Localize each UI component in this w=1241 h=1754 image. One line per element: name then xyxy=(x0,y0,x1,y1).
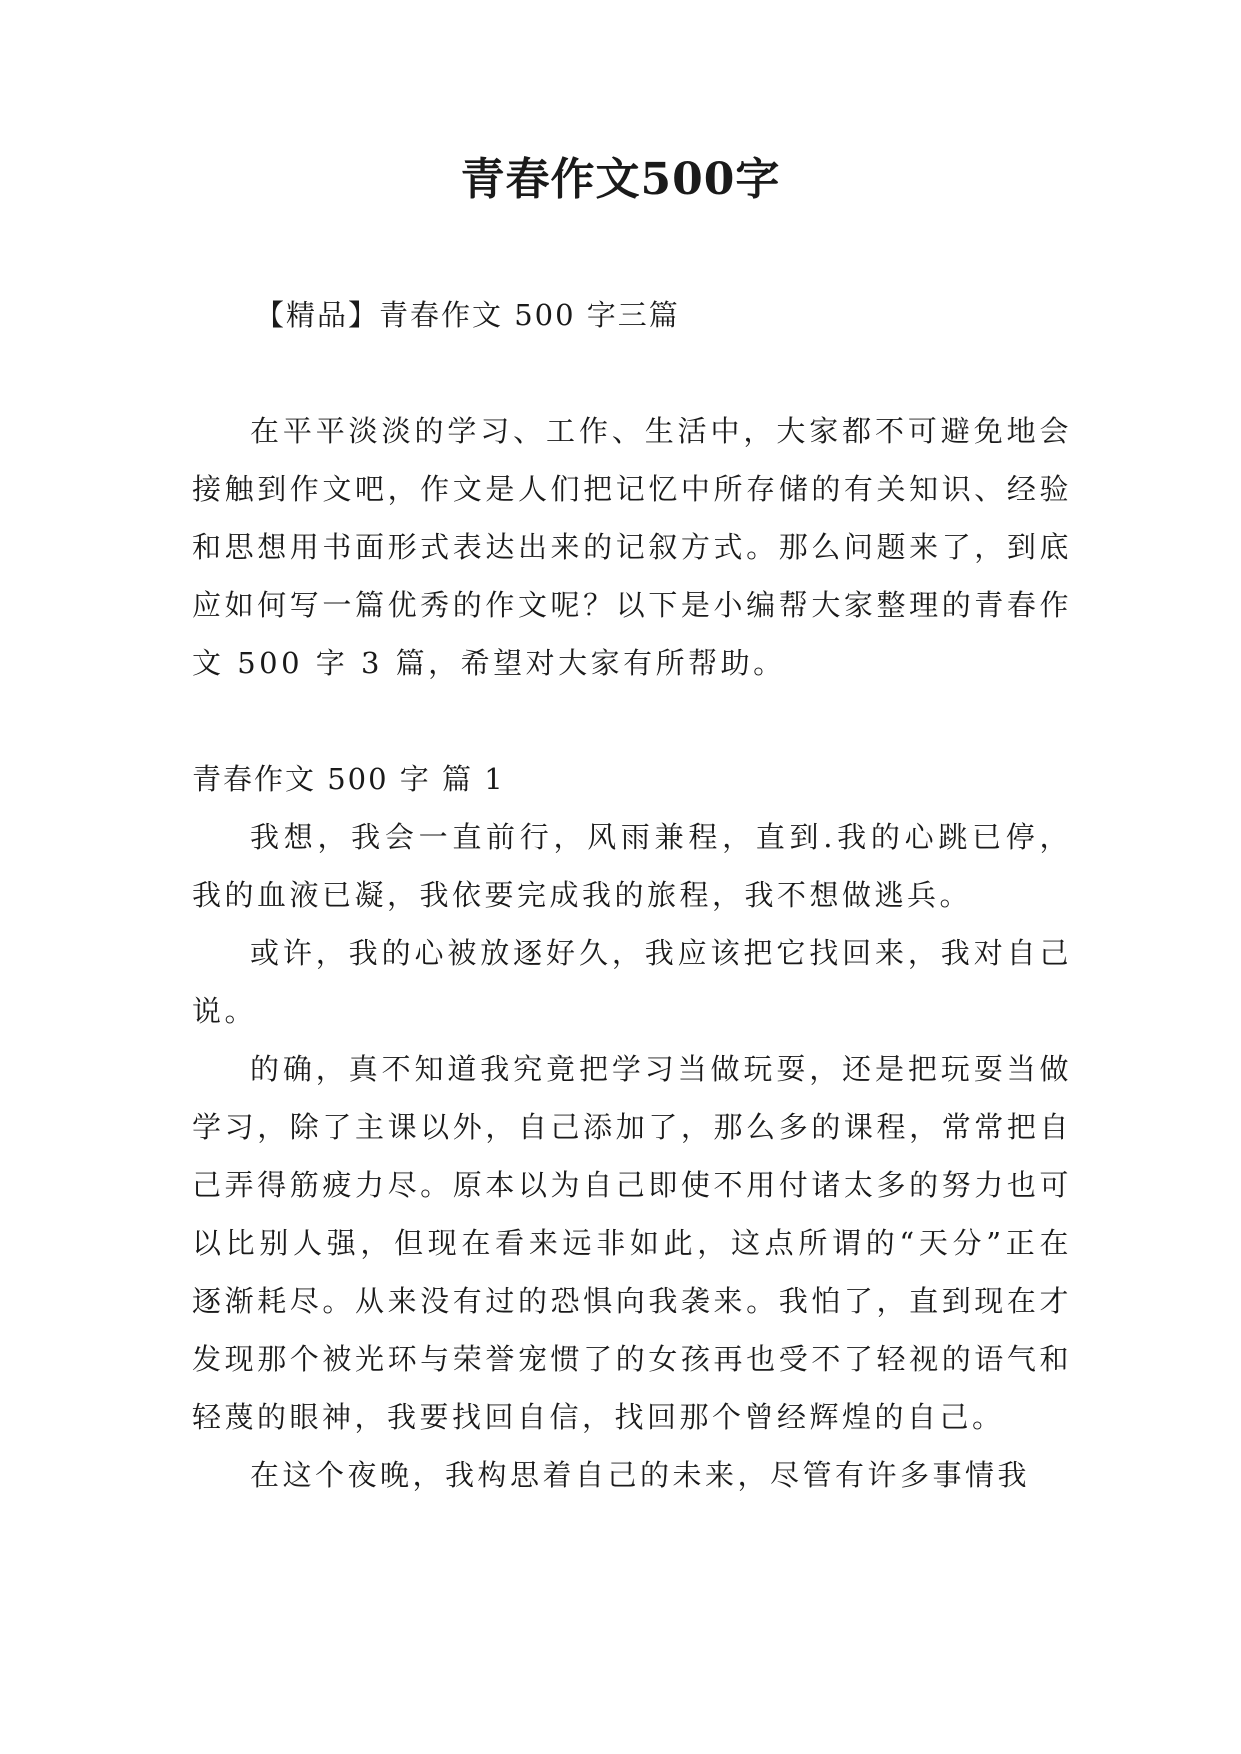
document-subtitle: 【精品】青春作文 500 字三篇 xyxy=(255,298,680,332)
body-paragraph-3: 的确，真不知道我究竟把学习当做玩耍，还是把玩耍当做学习，除了主课以外，自己添加了，那么多的课程，常常把自己弄得筋疲力尽。原本以为自己即使不用付诸太多的努力也可以比别人强，但现在看来远非如此，这点所谓的“天分”正在逐渐耗尽。从来没有过的恐惧向我袭来。我怕了，直到现在才发现那个被光环与荣誉宠惯了的女孩再也受不了轻视的语气和轻蔑的眼神，我要找回自信，找回那个曾经辉煌的自己。 xyxy=(192,1052,1072,1434)
body-paragraph-4: 在这个夜晚，我构思着自己的未来，尽管有许多事情我 xyxy=(250,1458,1031,1492)
intro-paragraph: 在平平淡淡的学习、工作、生活中，大家都不可避免地会接触到作文吧，作文是人们把记忆中所存储的有关知识、经验和思想用书面形式表达出来的记叙方式。那么问题来了，到底应如何写一篇优秀的作文呢？以下是小编帮大家整理的青春作文 500 字 3 篇，希望对大家有所帮助。 xyxy=(192,414,1072,680)
section-heading: 青春作文 500 字 篇 1 xyxy=(192,762,505,796)
body-paragraph-2: 或许，我的心被放逐好久，我应该把它找回来，我对自己说。 xyxy=(192,936,1072,1028)
body-paragraph-1: 我想，我会一直前行，风雨兼程，直到.我的心跳已停，我的血液已凝，我依要完成我的旅程，我不想做逃兵。 xyxy=(192,820,1072,912)
document-title: 青春作文500字 xyxy=(460,154,781,205)
document-body xyxy=(192,286,1072,1504)
